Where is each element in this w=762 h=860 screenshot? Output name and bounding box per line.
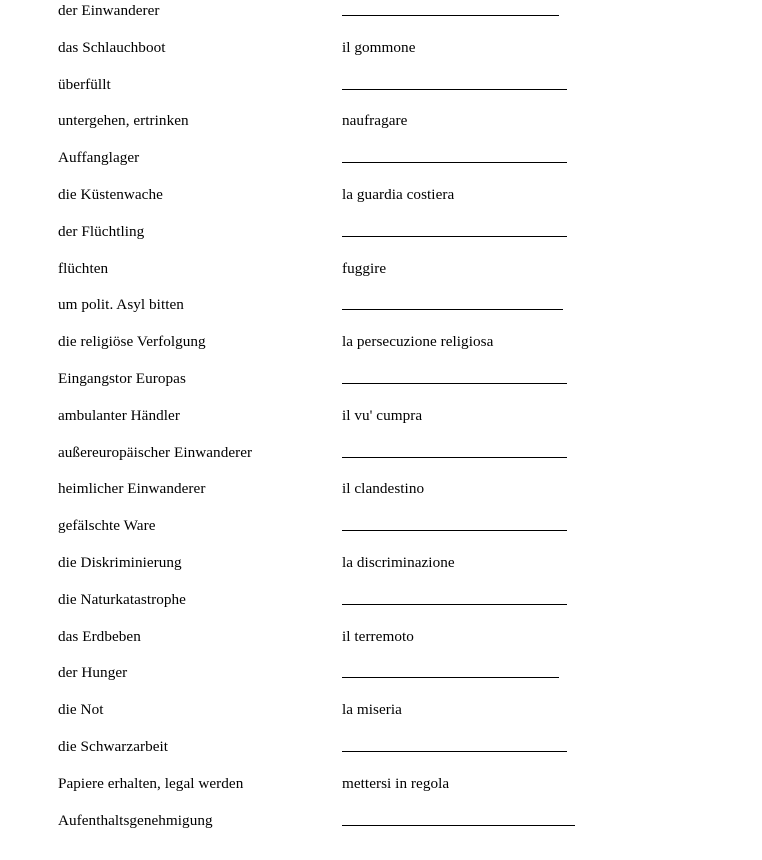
vocab-row [0, 368, 762, 405]
italian-answer-cell[interactable] [342, 0, 702, 37]
italian-translation: il vu' cumpra [342, 406, 423, 424]
italian-answer-cell [342, 626, 702, 663]
answer-blank-line[interactable] [342, 162, 567, 163]
german-term: die religiöse Verfolgung [58, 333, 206, 351]
answer-blank-line[interactable] [342, 604, 567, 605]
answer-blank-line[interactable] [342, 236, 567, 237]
german-term: der Hunger [58, 664, 128, 682]
german-term: die Not [58, 701, 104, 719]
vocab-row [0, 184, 762, 221]
vocab-row [0, 515, 762, 552]
italian-answer-cell [342, 110, 702, 147]
italian-translation: il gommone [342, 38, 416, 56]
german-term: das Schlauchboot [58, 38, 166, 56]
german-term: um polit. Asyl bitten [58, 296, 184, 314]
answer-blank-line[interactable] [342, 309, 563, 310]
italian-answer-cell [342, 552, 702, 589]
german-term: das Erdbeben [58, 627, 141, 645]
italian-answer-cell [342, 331, 702, 368]
german-term: flüchten [58, 259, 109, 277]
vocab-row [0, 221, 762, 258]
italian-answer-cell[interactable] [342, 589, 702, 626]
italian-answer-cell[interactable] [342, 368, 702, 405]
italian-answer-cell[interactable] [342, 662, 702, 699]
german-term: heimlicher Einwanderer [58, 480, 206, 498]
italian-translation: naufragare [342, 112, 408, 130]
vocab-row [0, 773, 762, 810]
answer-blank-line[interactable] [342, 383, 567, 384]
vocab-row [0, 331, 762, 368]
vocab-row [0, 699, 762, 736]
german-term: Aufenthaltsgenehmigung [58, 811, 213, 829]
italian-answer-cell [342, 699, 702, 736]
german-term: überfüllt [58, 75, 111, 93]
german-term: gefälschte Ware [58, 517, 156, 535]
answer-blank-line[interactable] [342, 457, 567, 458]
german-term: Auffanglager [58, 149, 140, 167]
vocab-row [0, 74, 762, 111]
german-term: Eingangstor Europas [58, 369, 186, 387]
german-term: der Einwanderer [58, 2, 160, 19]
vocab-row [0, 294, 762, 331]
italian-translation: mettersi in regola [342, 774, 450, 792]
answer-blank-line[interactable] [342, 530, 567, 531]
german-term: die Schwarzarbeit [58, 737, 169, 755]
vocab-row [0, 147, 762, 184]
italian-translation: fuggire [342, 259, 387, 277]
italian-translation: la persecuzione religiosa [342, 333, 494, 351]
italian-answer-cell [342, 478, 702, 515]
german-term: ambulanter Händler [58, 406, 180, 424]
vocab-row [0, 552, 762, 589]
vocab-row [0, 662, 762, 699]
italian-answer-cell[interactable] [342, 810, 702, 847]
italian-translation: la miseria [342, 701, 402, 719]
vocab-row [0, 258, 762, 295]
italian-answer-cell [342, 258, 702, 295]
italian-answer-cell[interactable] [342, 74, 702, 111]
german-term: außereuropäischer Einwanderer [58, 443, 253, 461]
italian-translation: la guardia costiera [342, 185, 455, 203]
vocab-row [0, 405, 762, 442]
german-term: die Naturkatastrophe [58, 590, 186, 608]
german-term: die Küstenwache [58, 185, 163, 203]
vocab-row [0, 810, 762, 847]
answer-blank-line[interactable] [342, 751, 567, 752]
answer-blank-line[interactable] [342, 825, 575, 826]
italian-answer-cell [342, 405, 702, 442]
vocab-row [0, 478, 762, 515]
italian-answer-cell [342, 773, 702, 810]
vocab-row [0, 589, 762, 626]
answer-blank-line[interactable] [342, 15, 559, 16]
italian-answer-cell[interactable] [342, 736, 702, 773]
vocab-row [0, 110, 762, 147]
italian-answer-cell[interactable] [342, 515, 702, 552]
german-term: Papiere erhalten, legal werden [58, 774, 244, 792]
vocab-row [0, 442, 762, 479]
vocab-row [0, 736, 762, 773]
vocab-row [0, 0, 762, 37]
italian-answer-cell[interactable] [342, 442, 702, 479]
italian-translation: il clandestino [342, 480, 425, 498]
answer-blank-line[interactable] [342, 677, 559, 678]
german-term: untergehen, ertrinken [58, 112, 189, 130]
german-term: der Flüchtling [58, 222, 145, 240]
answer-blank-line[interactable] [342, 89, 567, 90]
italian-translation: la discriminazione [342, 553, 455, 571]
vocab-row [0, 37, 762, 74]
italian-answer-cell [342, 184, 702, 221]
german-term: die Diskriminierung [58, 553, 182, 571]
italian-answer-cell [342, 37, 702, 74]
vocab-row [0, 626, 762, 663]
italian-answer-cell[interactable] [342, 221, 702, 258]
italian-answer-cell[interactable] [342, 294, 702, 331]
italian-answer-cell[interactable] [342, 147, 702, 184]
italian-translation: il terremoto [342, 627, 414, 645]
